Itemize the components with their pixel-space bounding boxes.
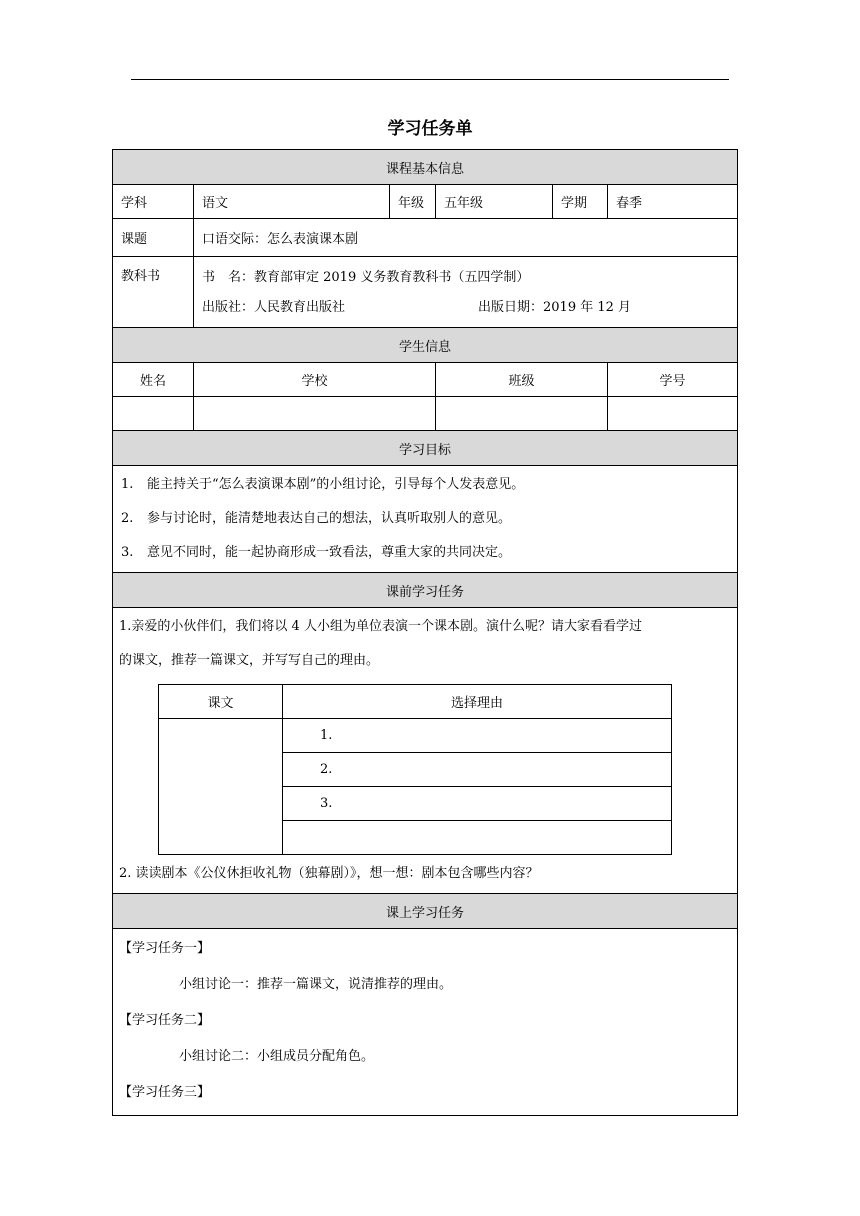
- class-task2-text: 小组讨论二：小组成员分配角色。: [179, 1049, 375, 1064]
- subject-label: 学科: [113, 185, 194, 219]
- pre-task1-line1: 1.亲爱的小伙伴们，我们将以 4 人小组为单位表演一个课本剧。演什么呢？请大家看看学过: [119, 619, 642, 634]
- section-goals: 学习目标: [113, 431, 738, 466]
- pre-task1-line2: 的课文，推荐一篇课文，并写写自己的理由。: [119, 653, 380, 668]
- section-pre-tasks: 课前学习任务: [113, 573, 738, 608]
- recommend-table: [158, 684, 672, 855]
- task-sheet-table: [112, 149, 738, 1116]
- textbook-name: 书 名：教育部审定 2019 义务教育教科书（五四学制）: [202, 270, 530, 285]
- grade-label: 年级: [390, 185, 436, 219]
- subject-value: 语文: [194, 185, 390, 219]
- class-tasks-body: [113, 929, 738, 1116]
- student-header-class: 班级: [436, 363, 608, 397]
- goal-item: 3. 意见不同时，能一起协商形成一致看法，尊重大家的共同决定。: [121, 545, 512, 560]
- section-course-info: 课程基本信息: [113, 150, 738, 185]
- student-class-cell[interactable]: [436, 397, 608, 431]
- reason-row[interactable]: 3.: [283, 787, 672, 821]
- goal-item: 2. 参与讨论时，能清楚地表达自己的想法，认真听取别人的意见。: [121, 511, 512, 526]
- goal-item: 1. 能主持关于“怎么表演课本剧”的小组讨论，引导每个人发表意见。: [121, 477, 525, 492]
- class-task1-text: 小组讨论一：推荐一篇课文，说清推荐的理由。: [179, 977, 453, 992]
- publisher: 出版社：人民教育出版社: [202, 300, 346, 315]
- pre-task2: 2. 读读剧本《公仪休拒收礼物（独幕剧）》，想一想：剧本包含哪些内容？: [119, 866, 539, 881]
- recommend-header-text: 课文: [159, 685, 283, 719]
- student-name-cell[interactable]: [113, 397, 194, 431]
- recommend-text-cell[interactable]: [159, 719, 283, 855]
- pre-tasks-body: [113, 608, 738, 894]
- term-value: 春季: [608, 185, 738, 219]
- section-student-info: 学生信息: [113, 328, 738, 363]
- term-label: 学期: [553, 185, 608, 219]
- topic-value: 口语交际：怎么表演课本剧: [194, 219, 738, 257]
- student-header-id: 学号: [608, 363, 738, 397]
- section-class-tasks: 课上学习任务: [113, 894, 738, 929]
- student-header-school: 学校: [194, 363, 436, 397]
- student-header-name: 姓名: [113, 363, 194, 397]
- textbook-info: [194, 257, 738, 328]
- class-task3-title: 【学习任务三】: [119, 1085, 211, 1100]
- page-title: 学习任务单: [387, 119, 473, 139]
- textbook-label: 教科书: [113, 257, 194, 328]
- publisher-row: [202, 293, 729, 323]
- class-task1-title: 【学习任务一】: [119, 941, 211, 956]
- class-task2-title: 【学习任务二】: [119, 1013, 211, 1028]
- student-id-cell[interactable]: [608, 397, 738, 431]
- reason-row[interactable]: 2.: [283, 753, 672, 787]
- publish-date: 出版日期：2019 年 12 月: [478, 300, 632, 315]
- reason-row[interactable]: [283, 821, 672, 855]
- reason-row[interactable]: 1.: [283, 719, 672, 753]
- header-rule: [131, 79, 729, 80]
- topic-label: 课题: [113, 219, 194, 257]
- student-school-cell[interactable]: [194, 397, 436, 431]
- goals-list: [113, 466, 738, 573]
- grade-value: 五年级: [436, 185, 553, 219]
- recommend-header-reason: 选择理由: [283, 685, 672, 719]
